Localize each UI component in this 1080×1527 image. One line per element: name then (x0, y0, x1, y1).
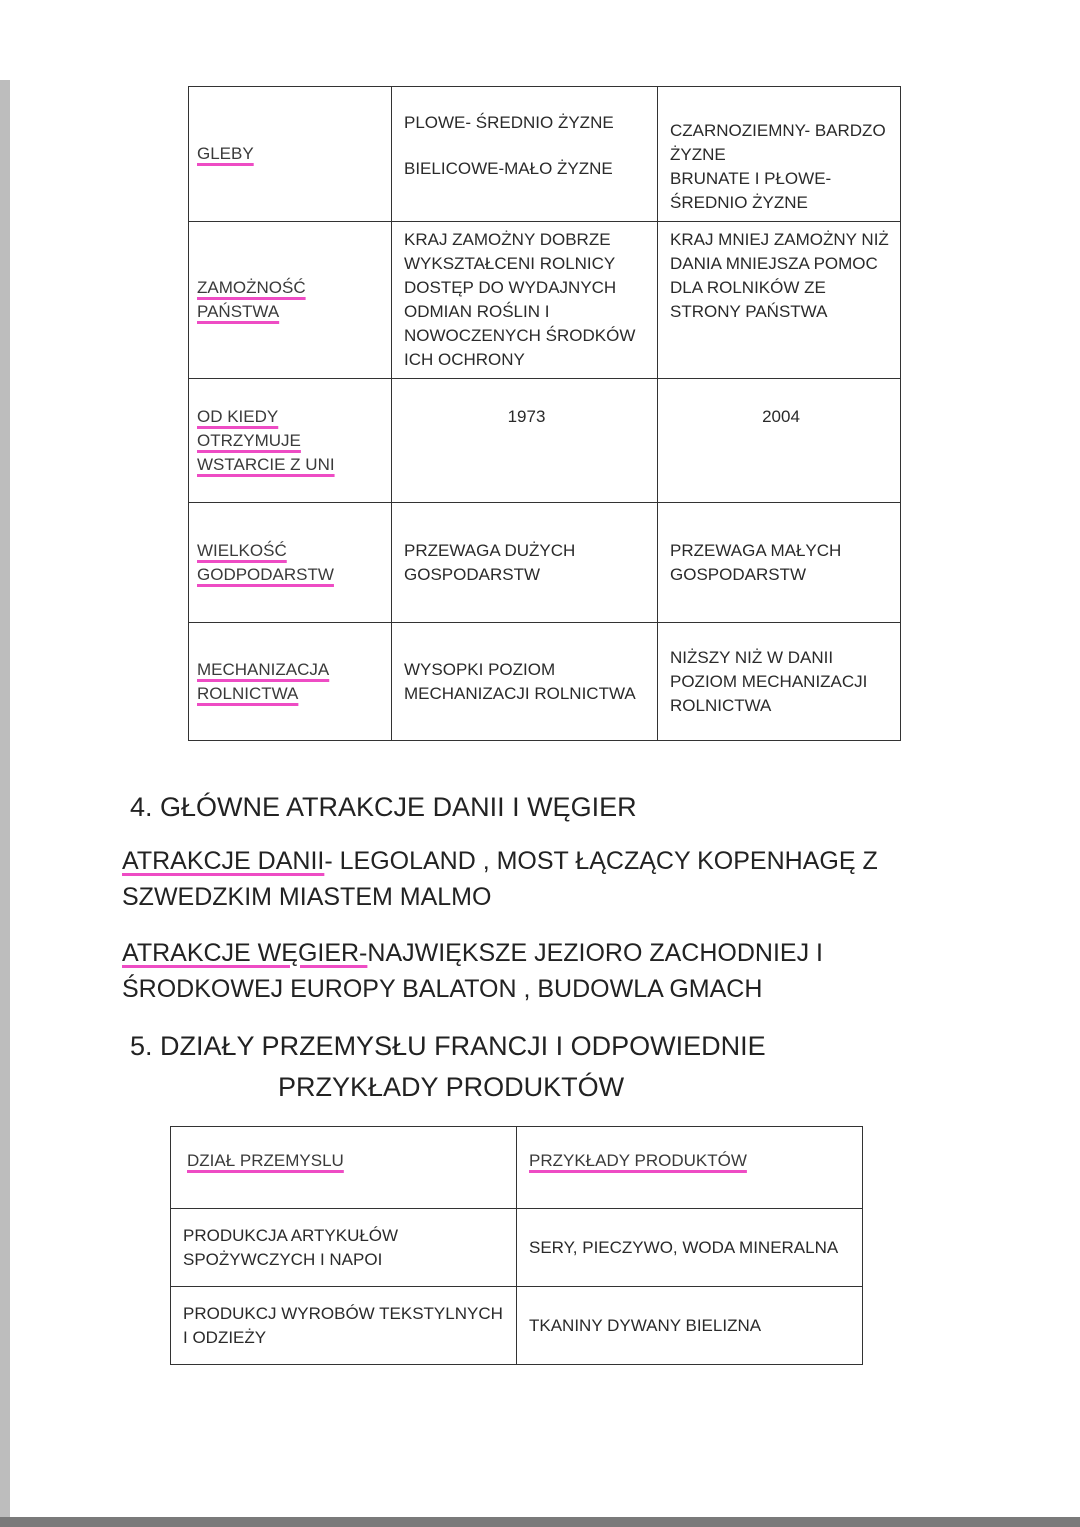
row-label: ZAMOŻNOŚĆ PAŃSTWA (197, 278, 306, 321)
header-cell (171, 1127, 517, 1209)
cell (171, 1287, 517, 1365)
row-label: OD KIEDY OTRZYMUJE WSTARCIE Z UNI (197, 406, 335, 474)
scan-left-edge (0, 80, 10, 1520)
cell (658, 379, 901, 503)
column-header: DZIAŁ PRZEMYSLU (187, 1151, 344, 1170)
table-header-row (171, 1127, 863, 1209)
year-value: 1973 (507, 407, 546, 426)
cell (658, 222, 901, 379)
cell (658, 87, 901, 222)
scan-bottom-edge (0, 1517, 1080, 1527)
cell (392, 503, 658, 623)
column-header: PRZYKŁADY PRODUKTÓW (529, 1151, 747, 1170)
row-label: WIELKOŚĆ GODPODARSTW (197, 540, 334, 584)
cell-line: KRAJ ZAMOŻNY DOBRZE WYKSZTAŁCENI ROLNICY DOSTĘP DO WYDAJNYCH ODMIAN ROŚLIN I NOWOCZENYCH ŚRODKÓW ICH OCHRONY (404, 230, 636, 369)
cell (517, 1287, 863, 1365)
table-row (171, 1209, 863, 1287)
attractions-denmark (122, 843, 922, 915)
cell (517, 1209, 863, 1287)
section-5-heading-line1: 5. DZIAŁY PRZEMYSŁU FRANCJI I ODPOWIEDNIE (130, 1031, 766, 1061)
cell-line: WYSOPKI POZIOM MECHANIZACJI ROLNICTWA (404, 659, 636, 703)
row-label-cell (189, 623, 392, 741)
denmark-text: - LEGOLAND , MOST ŁĄCZĄCY KOPENHAGĘ Z SZWEDZKIM MIASTEM MALMO (122, 847, 878, 911)
attractions-hungary (122, 935, 922, 1007)
cell (392, 222, 658, 379)
cell-line: PRZEWAGA MAŁYCH GOSPODARSTW (670, 540, 842, 584)
year-value: 2004 (762, 407, 800, 426)
row-label-cell (189, 379, 392, 503)
row-label-cell (189, 222, 392, 379)
section-4-heading: 4. GŁÓWNE ATRAKCJE DANII I WĘGIER (130, 792, 637, 822)
row-label-cell (189, 87, 392, 222)
cell (392, 623, 658, 741)
table-row (189, 379, 901, 503)
cell-line: PLOWE- ŚREDNIO ŻYZNE (404, 113, 614, 132)
cell-line: NIŻSZY NIŻ W DANII POZIOM MECHANIZACJI ROLNICTWA (670, 647, 868, 715)
table-row (189, 503, 901, 623)
industry-table (170, 1126, 863, 1365)
cell-line: BIELICOWE-MAŁO ŻYZNE (404, 159, 613, 178)
cell (658, 503, 901, 623)
cell-line: CZARNOZIEMNY- BARDZO ŻYZNE (670, 121, 886, 164)
cell (658, 623, 901, 741)
header-cell (517, 1127, 863, 1209)
row-label-cell (189, 503, 392, 623)
row-label: MECHANIZACJA ROLNICTWA (197, 659, 330, 703)
cell (392, 379, 658, 503)
comparison-table (188, 86, 901, 741)
cell-line: SERY, PIECZYWO, WODA MINERALNA (529, 1237, 839, 1257)
table-row (189, 623, 901, 741)
cell-line: KRAJ MNIEJ ZAMOŻNY NIŻ DANIA MNIEJSZA POMOC DLA ROLNIKÓW ZE STRONY PAŃSTWA (670, 230, 889, 321)
cell-line: PRODUKCJA ARTYKUŁÓW SPOŻYWCZYCH I NAPOI (183, 1225, 399, 1269)
cell-line: PRODUKCJ WYROBÓW TEKSTYLNYCH I ODZIEŻY (183, 1303, 503, 1347)
cell-line: TKANINY DYWANY BIELIZNA (529, 1315, 762, 1335)
table-row (189, 222, 901, 379)
cell (392, 87, 658, 222)
cell-line: BRUNATE I PŁOWE- ŚREDNIO ŻYZNE (670, 169, 832, 212)
cell-line: PRZEWAGA DUŻYCH GOSPODARSTW (404, 540, 576, 584)
row-label: GLEBY (197, 144, 254, 163)
section-5-heading-line2: PRZYKŁADY PRODUKTÓW (278, 1072, 625, 1102)
table-row (189, 87, 901, 222)
cell (171, 1209, 517, 1287)
denmark-label: ATRAKCJE DANII (122, 847, 325, 875)
hungary-label: ATRAKCJE WĘGIER- (122, 939, 368, 967)
table-row (171, 1287, 863, 1365)
hungary-text: NAJWIĘKSZE JEZIORO ZACHODNIEJ I ŚRODKOWEJ EUROPY BALATON , BUDOWLA GMACH (122, 939, 823, 1003)
